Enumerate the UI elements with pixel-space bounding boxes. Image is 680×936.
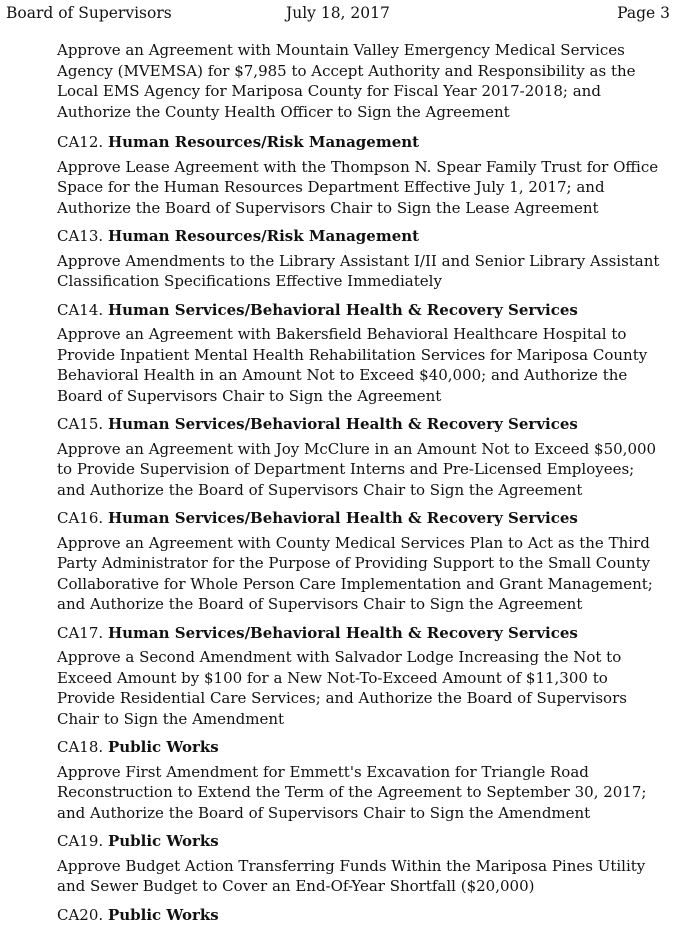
agenda-item-department: Human Resources/Risk Management [107, 133, 420, 151]
agenda-item-code: CA18. [57, 738, 104, 756]
agenda-item-code: CA20. [57, 905, 104, 924]
agenda-item [57, 414, 667, 500]
agenda-item-department: Human Services/Behavioral Health & Recovery Services [107, 509, 578, 527]
agenda-item-department: Human Services/Behavioral Health & Recovery Services [107, 415, 578, 433]
agenda-item-code: CA19. [57, 832, 104, 850]
agenda-content [57, 40, 667, 933]
agenda-item-description: Approve Budget Action Transferring Funds Within the Mariposa Pines Utility and Sewer Budget to Cover an End-Of-Year Shortfall ($20,000) [57, 856, 646, 895]
agenda-item-department: Public Works [107, 905, 219, 924]
agenda-item-code: CA16. [57, 509, 104, 527]
agenda-item-heading [57, 623, 667, 644]
agenda-item-description: Approve an Agreement with Joy McClure in an Amount Not to Exceed $50,000 to Provide Supervision of Department Interns and Pre-Licensed Employees; and Authorize the Board of Supervisors Chair to Sign the Agreement [57, 439, 657, 499]
agenda-item [57, 831, 667, 897]
agenda-item-code: CA12. [57, 133, 104, 151]
agenda-item [57, 623, 667, 730]
agenda-item-description: Approve a Second Amendment with Salvador Lodge Increasing the Not to Exceed Amount by $100 for a New Not-To-Exceed Amount of $11,300 to Provide Residential Care Services; and Authorize the Board of Supervisors Chair to Sign the Amendment [57, 648, 627, 728]
agenda-item-heading [57, 226, 667, 247]
agenda-item-code: CA15. [57, 415, 104, 433]
agenda-item-code: CA17. [57, 623, 104, 642]
agenda-item-heading [57, 737, 667, 758]
agenda-item-heading [57, 414, 667, 435]
agenda-item-description: Approve an Agreement with County Medical Services Plan to Act as the Third Party Administrator for the Purpose of Providing Support to the Small County Collaborative for Whole Person Care Implementation and Grant Management; and Authorize the Board of Supervisors Chair to Sign the Agreement [57, 533, 653, 613]
agenda-item [57, 300, 667, 407]
agenda-item-heading [57, 905, 667, 926]
header-page-number: Page 3 [617, 4, 670, 22]
agenda-item-description: Approve Amendments to the Library Assistant I/II and Senior Library Assistant Classification Specifications Effective Immediately [57, 251, 660, 290]
agenda-item-code: CA14. [57, 300, 104, 319]
agenda-item-description: Approve Lease Agreement with the Thompson N. Spear Family Trust for Office Space for the Human Resources Department Effective July 1, 2017; and Authorize the Board of Supervisors Chair to Sign the Lease Agreement [57, 157, 659, 217]
consent-agenda-list [57, 132, 667, 925]
agenda-item-department: Human Resources/Risk Management [107, 227, 420, 245]
agenda-item [57, 132, 667, 218]
agenda-item-department: Public Works [107, 738, 219, 756]
agenda-item-description: Approve an Agreement with Bakersfield Behavioral Healthcare Hospital to Provide Inpatient Mental Health Rehabilitation Services for Mariposa County Behavioral Health in an Amount Not to Exceed $40,000; and Authorize the Board of Supervisors Chair to Sign the Agreement [57, 325, 648, 405]
agenda-item-department: Human Services/Behavioral Health & Recovery Services [107, 623, 578, 642]
agenda-item-code: CA13. [57, 227, 104, 245]
agenda-item [57, 737, 667, 823]
header-date: July 18, 2017 [286, 4, 390, 22]
agenda-item-heading [57, 831, 667, 852]
continued-item-text: Approve an Agreement with Mountain Valley Emergency Medical Services Agency (MVEMSA) for $7,985 to Accept Authority and Responsibility as the Local EMS Agency for Mariposa County for Fiscal Year 2017-2018; and Authorize the County Health Officer to Sign the Agreement [57, 41, 636, 121]
agenda-item-department: Human Services/Behavioral Health & Recovery Services [107, 300, 578, 319]
agenda-item [57, 508, 667, 615]
agenda-item [57, 905, 667, 926]
agenda-item [57, 226, 667, 292]
header-board-name: Board of Supervisors [6, 4, 172, 22]
agenda-item-heading [57, 132, 667, 153]
agenda-item-department: Public Works [107, 832, 219, 850]
page-header [6, 4, 670, 26]
agenda-item-heading [57, 508, 667, 529]
agenda-item-heading [57, 300, 667, 321]
agenda-item-description: Approve First Amendment for Emmett's Excavation for Triangle Road Reconstruction to Extend the Term of the Agreement to September 30, 2017; and Authorize the Board of Supervisors Chair to Sign the Amendment [57, 762, 647, 822]
